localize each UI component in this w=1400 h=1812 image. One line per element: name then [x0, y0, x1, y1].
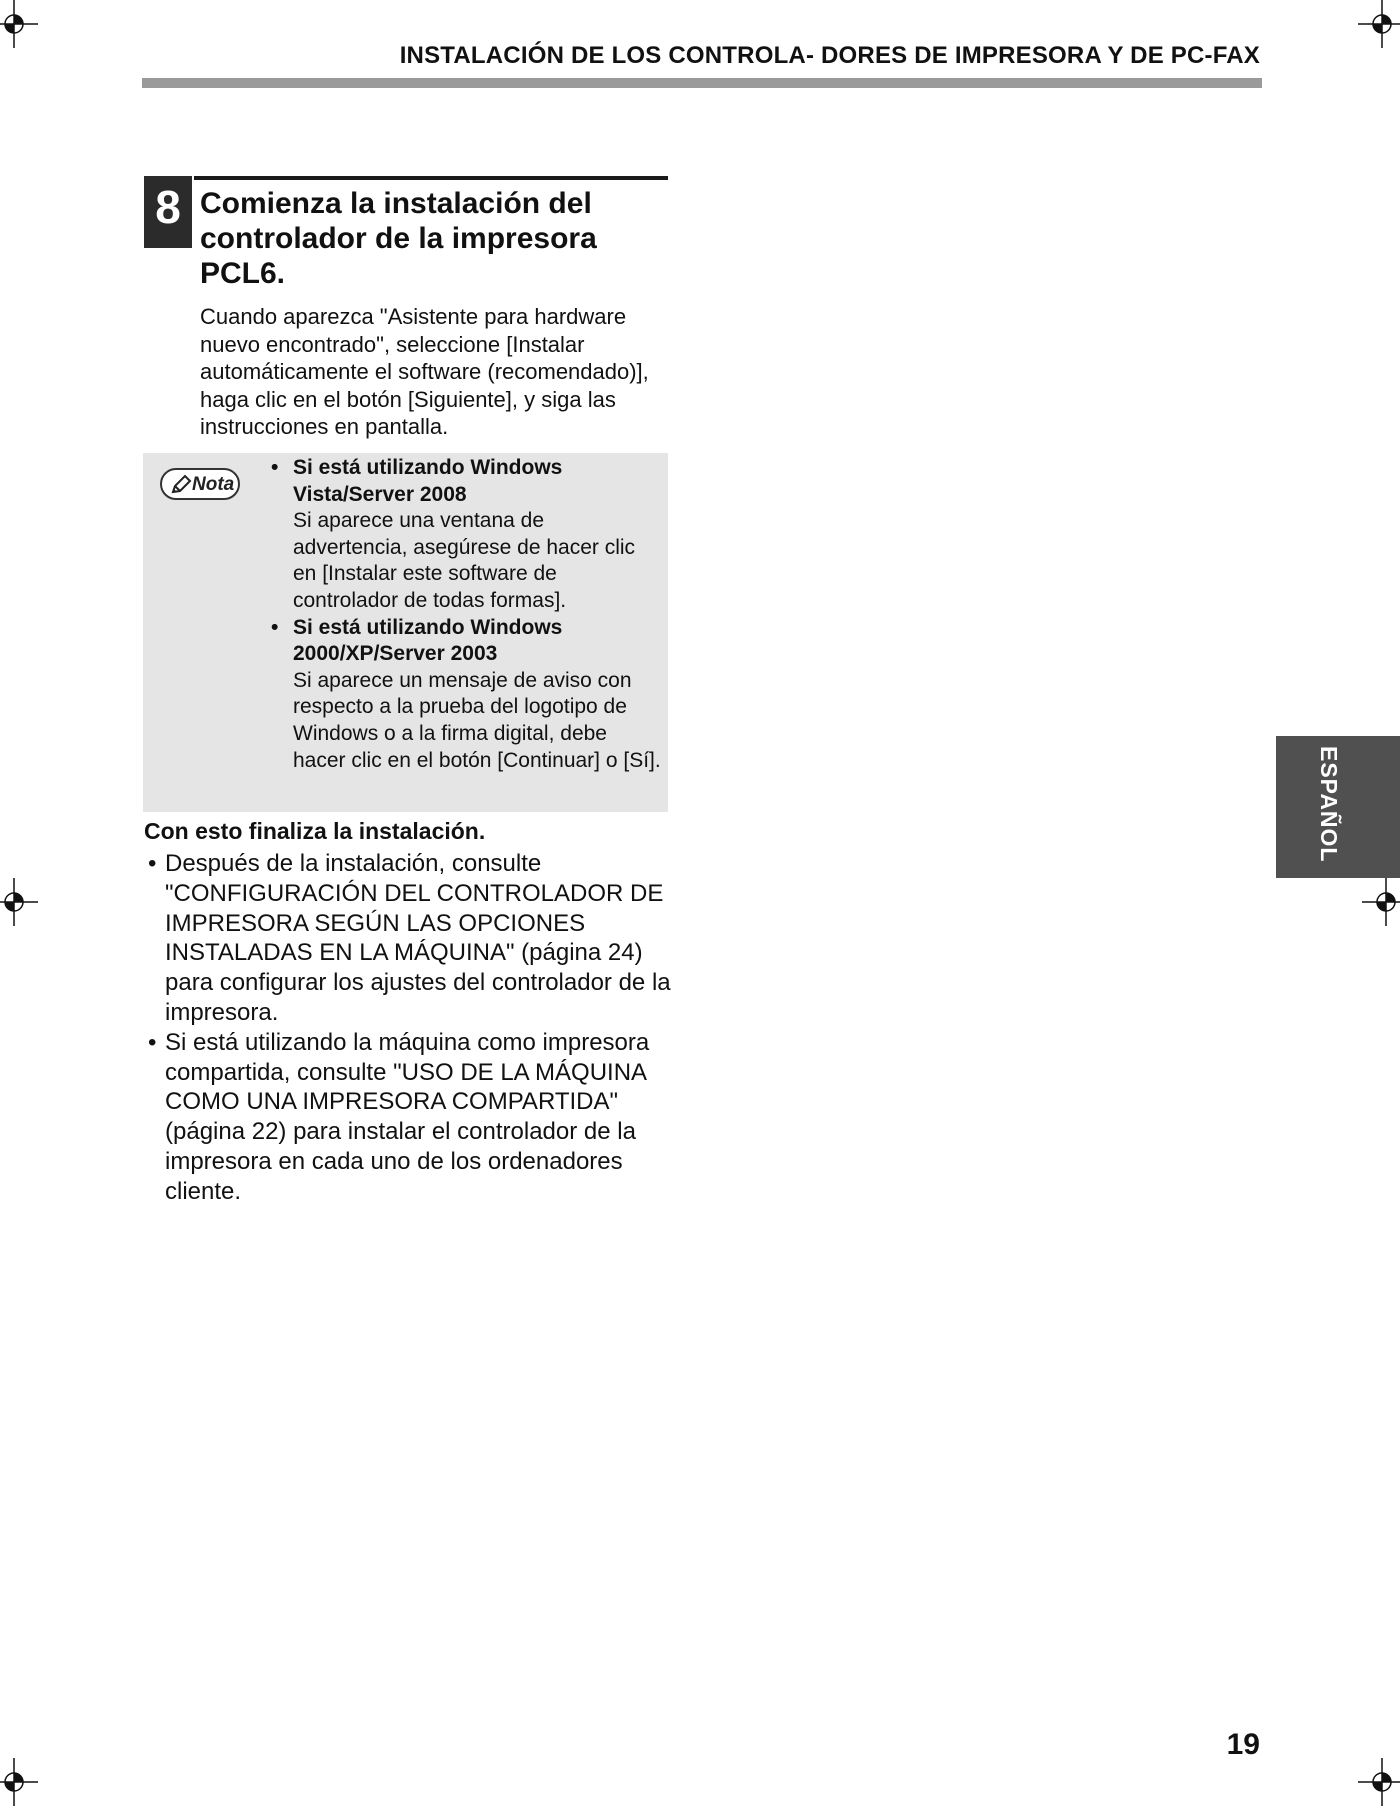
registration-mark-icon [1362, 878, 1400, 926]
page-number: 19 [1226, 1728, 1260, 1761]
note-box [143, 453, 668, 812]
step-instructions: Cuando aparezca "Asistente para hardware nuevo encontrado", seleccione [Instalar automáticamente el software (recomendado)], haga clic en el botón [Siguiente], y siga las instrucciones en pantalla. [200, 304, 649, 439]
closing-list [148, 849, 688, 1207]
nota-badge [160, 468, 240, 500]
note-item-heading: Si está utilizando Windows Vista/Server 2008 [293, 456, 563, 506]
registration-mark-icon [1358, 1758, 1400, 1806]
note-item-text: Si aparece un mensaje de aviso con respecto a la prueba del logotipo de Windows o a la firma digital, debe hacer clic en el botón [Continuar] o [Sí]. [293, 668, 661, 772]
note-item-heading: Si está utilizando Windows 2000/XP/Server 2003 [293, 615, 563, 666]
note-item [271, 615, 661, 775]
closing-title: Con esto finaliza la instalación. [144, 818, 486, 844]
bullet-icon: • [271, 456, 279, 479]
pencil-icon [170, 474, 192, 496]
bullet-icon: • [148, 850, 157, 877]
note-item [271, 455, 661, 615]
bullet-icon: • [148, 1028, 157, 1056]
header-rule [142, 78, 1262, 88]
bullet-icon: • [271, 615, 279, 639]
registration-mark-icon [0, 878, 38, 926]
note-item-text: Si aparece una ventana de advertencia, asegúrese de hacer clic en [Instalar este software de controlador de todas formas]. [293, 509, 636, 612]
registration-mark-icon [0, 1758, 38, 1806]
language-side-tab-label: ESPAÑOL [1316, 746, 1342, 863]
step-number-badge: 8 [144, 176, 192, 248]
language-side-tab [1276, 736, 1400, 878]
step-title: Comienza la instalación del controlador de la impresora PCL6. [200, 187, 597, 290]
registration-mark-icon [1358, 0, 1400, 48]
page-header-title: INSTALACIÓN DE LOS CONTROLA- DORES DE IMPRESORA Y DE PC-FAX [399, 42, 1260, 69]
closing-list-item [148, 1028, 688, 1207]
step-top-rule [194, 176, 668, 180]
registration-mark-icon [0, 0, 38, 48]
note-list [271, 455, 661, 774]
closing-list-item [148, 849, 688, 1028]
nota-label: Nota [192, 474, 235, 495]
closing-item-text: Si está utilizando la máquina como impresora compartida, consulte "USO DE LA MÁQUINA COMO UNA IMPRESORA COMPARTIDA" (página 22) para instalar el controlador de la impresora en cada uno de los ordenadores cliente. [165, 1028, 650, 1205]
closing-item-text: Después de la instalación, consulte "CONFIGURACIÓN DEL CONTROLADOR DE IMPRESORA SEGÚN LAS OPCIONES INSTALADAS EN LA MÁQUINA" (página 24) para configurar los ajustes del controlador de la impresora. [165, 850, 671, 1026]
